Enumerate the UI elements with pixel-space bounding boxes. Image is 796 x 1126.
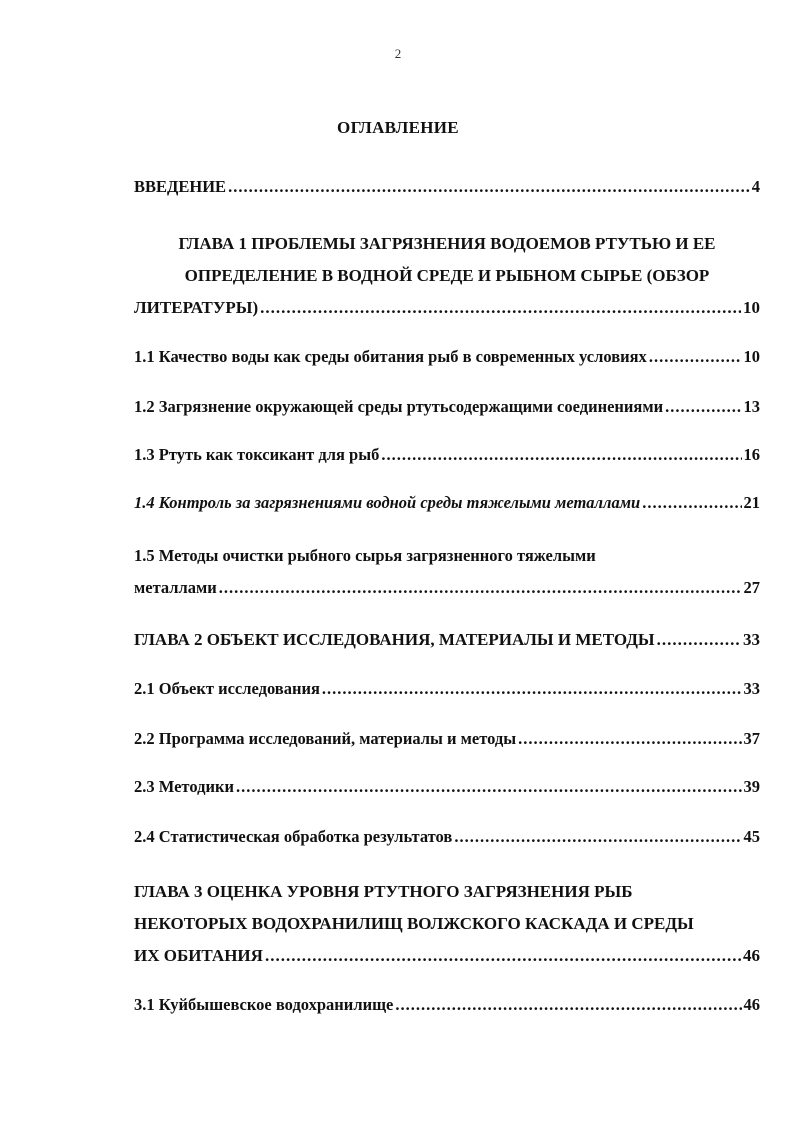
toc-entry-page: 4 [751,177,760,196]
toc-entry-label: ГЛАВА 2 ОБЪЕКТ ИССЛЕДОВАНИЯ, МАТЕРИАЛЫ И МЕТОДЫ [134,630,655,649]
toc-entry-label: 2.2 Программа исследований, материалы и методы [134,729,517,748]
toc-entry-label-line-1: 1.5 Методы очистки рыбного сырья загрязненного тяжелыми [134,546,596,565]
toc-entry-label: ВВЕДЕНИЕ [134,177,227,196]
toc-entry-label-line-1: ГЛАВА 1 ПРОБЛЕМЫ ЗАГРЯЗНЕНИЯ ВОДОЕМОВ РТУТЬЮ И ЕЕ [178,234,716,253]
dot-leader [260,292,741,324]
toc-entry-label-line-3: ЛИТЕРАТУРЫ) [134,298,259,317]
dot-leader [642,492,741,514]
dot-leader [322,678,742,700]
toc-entry-2-1[interactable] [134,678,760,700]
toc-entry-label-line-1: ГЛАВА 3 ОЦЕНКА УРОВНЯ РТУТНОГО ЗАГРЯЗНЕНИЯ РЫБ [134,882,633,901]
dot-leader [395,994,741,1016]
dot-leader [665,396,741,418]
toc-entry-page: 39 [743,777,760,796]
toc-entry-page: 46 [743,946,760,965]
dot-leader [265,940,741,972]
toc-entry-label-line-3: ИХ ОБИТАНИЯ [134,946,263,965]
toc-entry-page: 21 [743,493,760,512]
toc-entry-intro[interactable] [134,176,760,198]
toc-entry-label: 1.2 Загрязнение окружающей среды ртутьсодержащими соединениями [134,397,664,416]
toc-entry-page: 46 [743,995,760,1014]
toc-entry-page: 33 [743,630,760,649]
toc-entry-page: 45 [743,827,760,846]
toc-entry-label-line-2: металлами [134,578,217,597]
toc-entry-label: 2.4 Статистическая обработка результатов [134,827,453,846]
toc-entry-1-3[interactable] [134,444,760,466]
toc-entry-1-1[interactable] [134,346,760,368]
page-number: 2 [394,46,402,61]
toc-entry-page: 27 [743,578,760,597]
toc-entry-1-5[interactable] [134,540,760,604]
toc-entry-label: 2.1 Объект исследования [134,679,320,698]
toc-entry-page: 33 [743,679,760,698]
toc-title: ОГЛАВЛЕНИЕ [337,118,459,137]
dot-leader [454,826,741,848]
toc-entry-page: 16 [743,445,760,464]
dot-leader [657,624,741,656]
toc-entry-label: 1.4 Контроль за загрязнениями водной среды тяжелыми металлами [134,493,641,512]
toc-entry-1-4[interactable] [134,492,760,514]
toc-entry-chapter-1[interactable] [134,228,760,324]
toc-entry-page: 13 [743,397,760,416]
toc-entry-2-3[interactable] [134,776,760,798]
toc-entry-chapter-2[interactable] [134,624,760,656]
dot-leader [228,176,750,198]
toc-entry-label-line-2: НЕКОТОРЫХ ВОДОХРАНИЛИЩ ВОЛЖСКОГО КАСКАДА И СРЕДЫ [134,914,694,933]
dot-leader [518,728,741,750]
toc-entry-page: 10 [743,347,760,366]
toc-entry-3-1[interactable] [134,994,760,1016]
toc-entry-label: 1.1 Качество воды как среды обитания рыб в современных условиях [134,347,647,366]
toc-entry-chapter-3[interactable] [134,876,760,972]
toc-entry-2-2[interactable] [134,728,760,750]
toc-entry-page: 10 [743,298,760,317]
dot-leader [219,572,742,604]
toc-entry-label-line-2: ОПРЕДЕЛЕНИЕ В ВОДНОЙ СРЕДЕ И РЫБНОМ СЫРЬЕ (ОБЗОР [184,266,710,285]
dot-leader [236,776,742,798]
toc-entry-page: 37 [743,729,760,748]
toc-entry-label: 2.3 Методики [134,777,234,796]
dot-leader [381,444,741,466]
toc-entry-label: 3.1 Куйбышевское водохранилище [134,995,394,1014]
toc-entry-2-4[interactable] [134,826,760,848]
dot-leader [649,346,742,368]
toc-entry-label: 1.3 Ртуть как токсикант для рыб [134,445,380,464]
toc-entry-1-2[interactable] [134,396,760,418]
